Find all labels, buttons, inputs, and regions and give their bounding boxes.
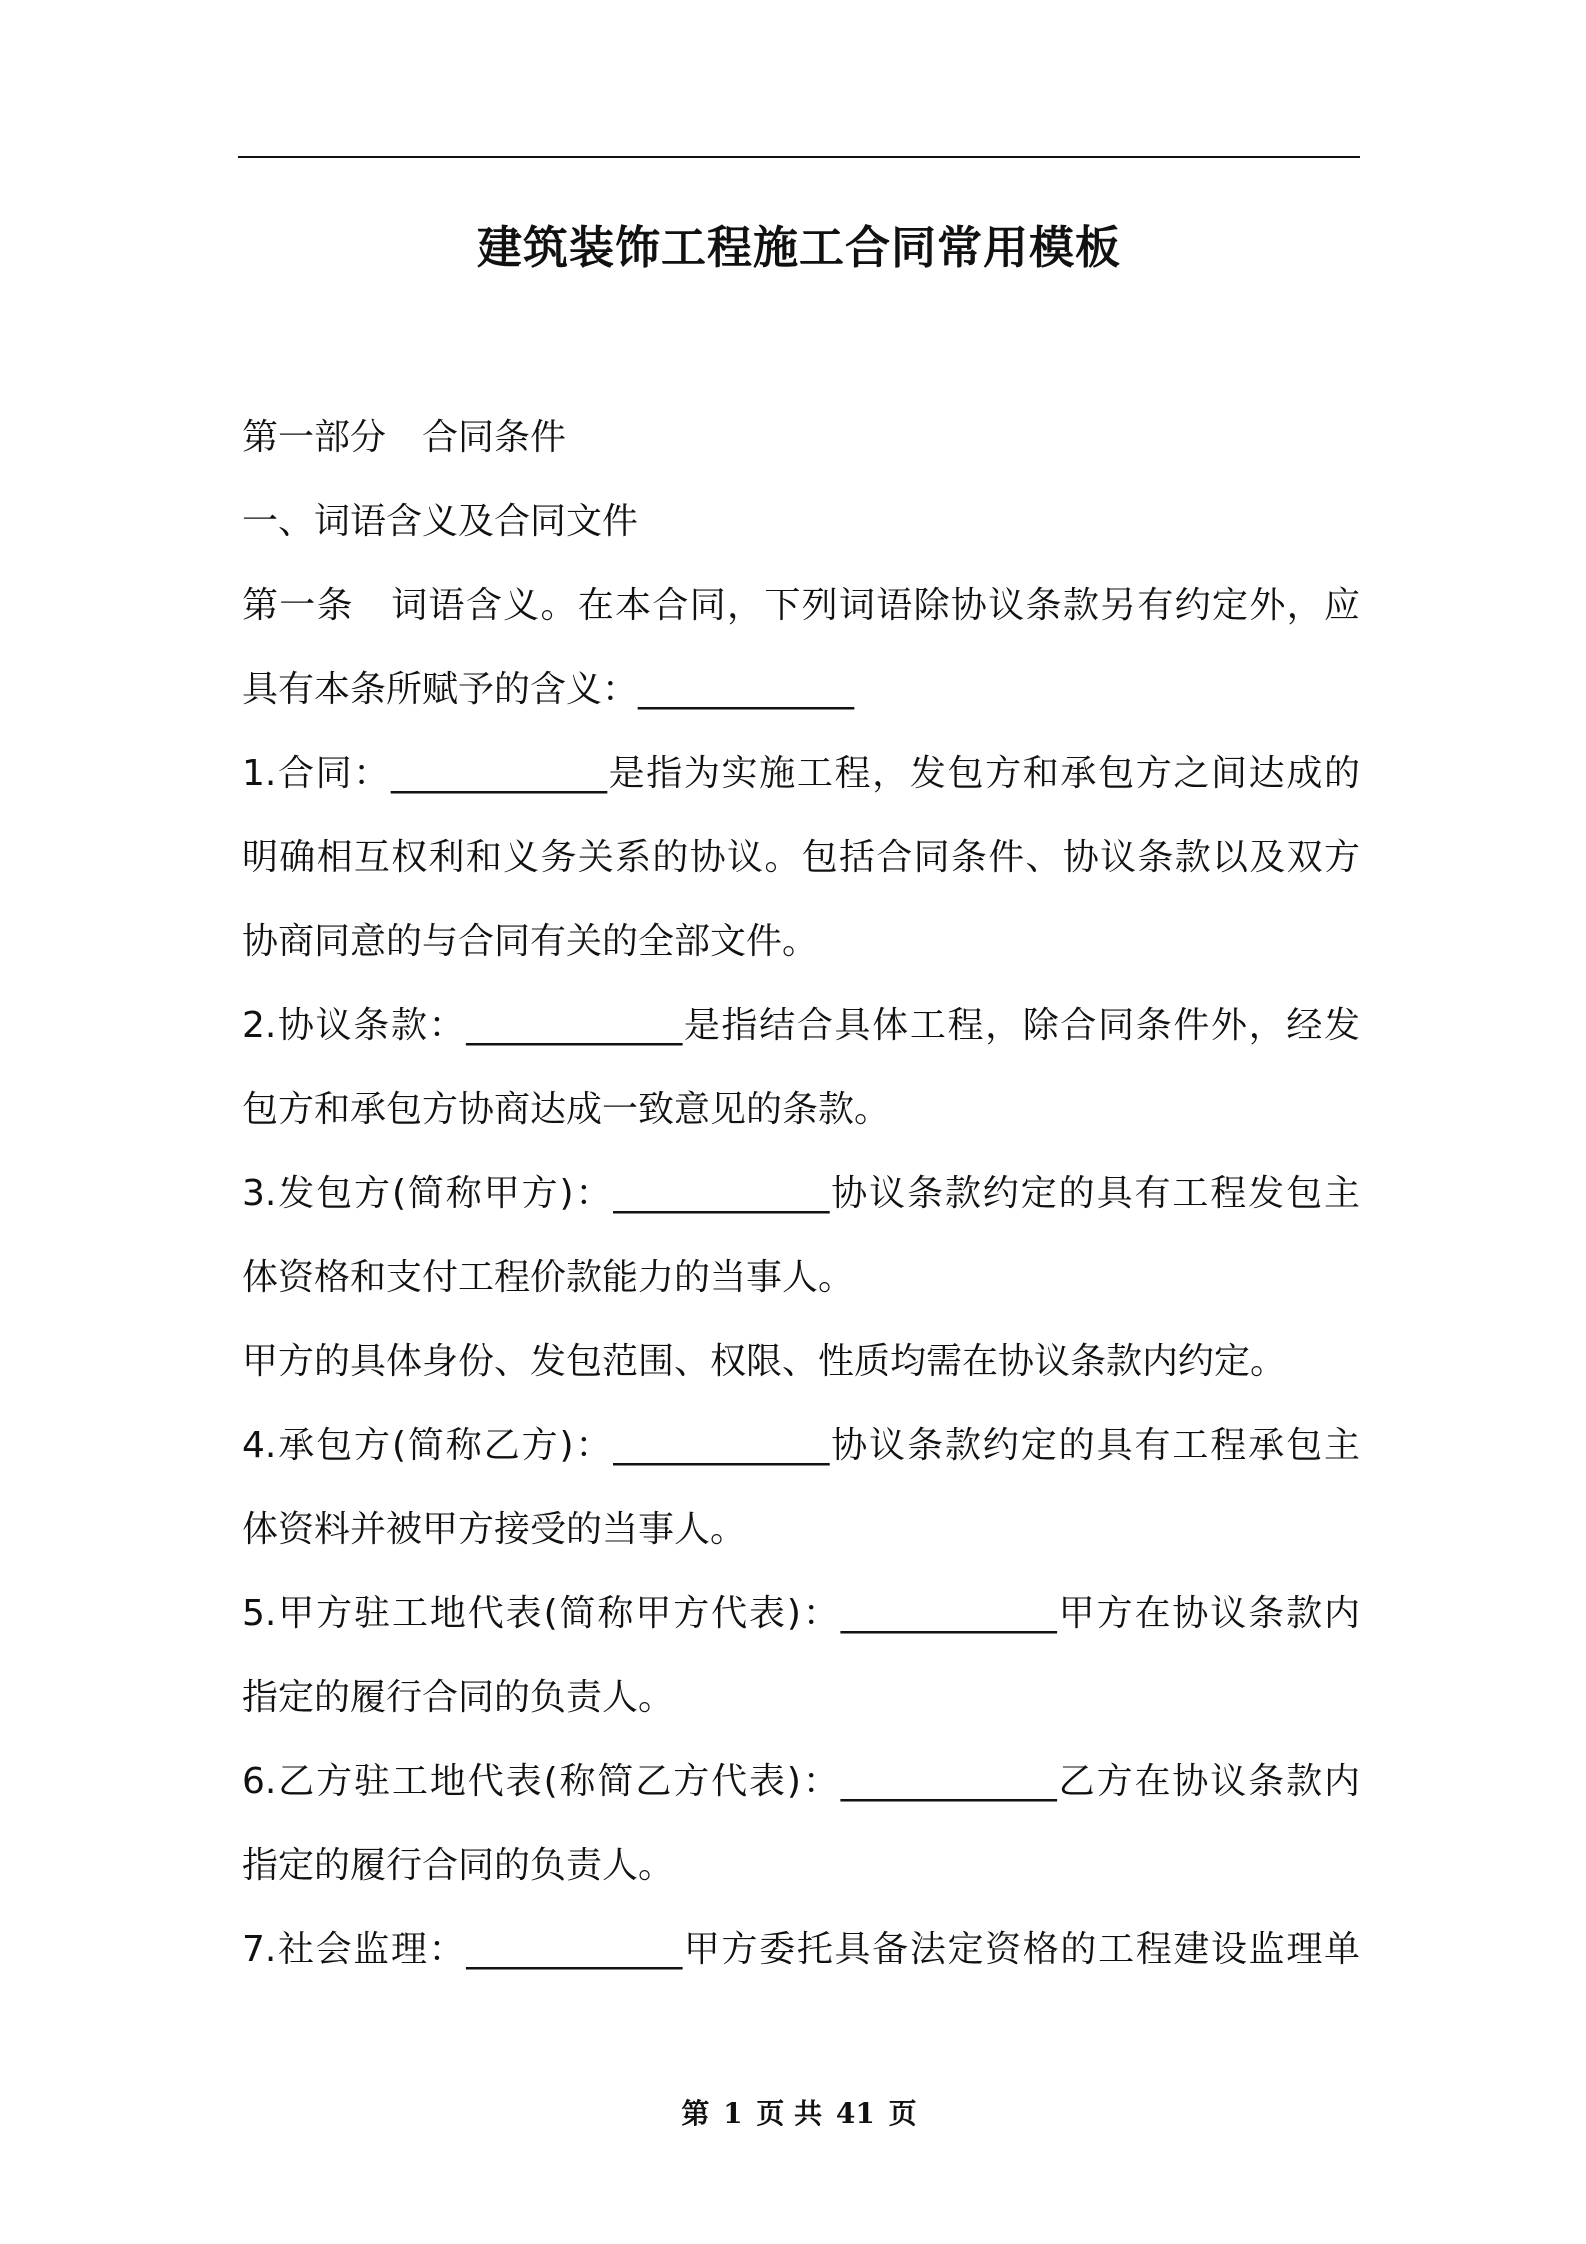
page-number: 1 (723, 2097, 743, 2130)
footer-prefix: 第 (681, 2097, 710, 2130)
total-pages: 41 (835, 2097, 875, 2130)
paragraph-line: 一、词语含义及合同文件 (242, 501, 639, 542)
document-title: 建筑装饰工程施工合同常用模板 (476, 221, 1121, 274)
paragraph-line: 7.社会监理：____________甲方委托具备法定资格的工程建设监理单 (242, 1929, 1360, 1970)
paragraph-line: 体资格和支付工程价款能力的当事人。 (242, 1257, 855, 1298)
paragraph-line: 指定的履行合同的负责人。 (242, 1845, 675, 1886)
document-body (242, 396, 1360, 1992)
paragraph-line: 具有本条所赋予的含义：____________ (242, 669, 855, 710)
paragraph-line: 明确相互权利和义务关系的协议。包括合同条件、协议条款以及双方 (242, 837, 1360, 878)
paragraph-line: 2.协议条款：____________是指结合具体工程，除合同条件外，经发 (242, 1005, 1360, 1046)
footer-suffix: 页 (888, 2097, 917, 2130)
paragraph-line: 1.合同：____________是指为实施工程，发包方和承包方之间达成的 (242, 753, 1360, 794)
paragraph-line: 甲方的具体身份、发包范围、权限、性质均需在协议条款内约定。 (242, 1341, 1287, 1382)
paragraph-line: 第一部分 合同条件 (242, 417, 567, 458)
paragraph-line: 5.甲方驻工地代表(简称甲方代表)：____________甲方在协议条款内 (242, 1593, 1360, 1634)
page-footer (238, 2092, 1360, 2136)
paragraph-line: 体资料并被甲方接受的当事人。 (242, 1509, 747, 1550)
paragraph-line: 协商同意的与合同有关的全部文件。 (242, 921, 819, 962)
paragraph-line: 包方和承包方协商达成一致意见的条款。 (242, 1089, 891, 1130)
paragraph-line: 指定的履行合同的负责人。 (242, 1677, 675, 1718)
paragraph-line: 6.乙方驻工地代表(称简乙方代表)：____________乙方在协议条款内 (242, 1761, 1360, 1802)
paragraph-line: 4.承包方(简称乙方)：____________协议条款约定的具有工程承包主 (242, 1425, 1360, 1466)
header-rule (238, 156, 1360, 158)
paragraph-line: 3.发包方(简称甲方)：____________协议条款约定的具有工程发包主 (242, 1173, 1360, 1214)
footer-middle: 页 共 (756, 2097, 823, 2130)
paragraph-line: 第一条 词语含义。在本合同，下列词语除协议条款另有约定外，应 (242, 585, 1360, 626)
